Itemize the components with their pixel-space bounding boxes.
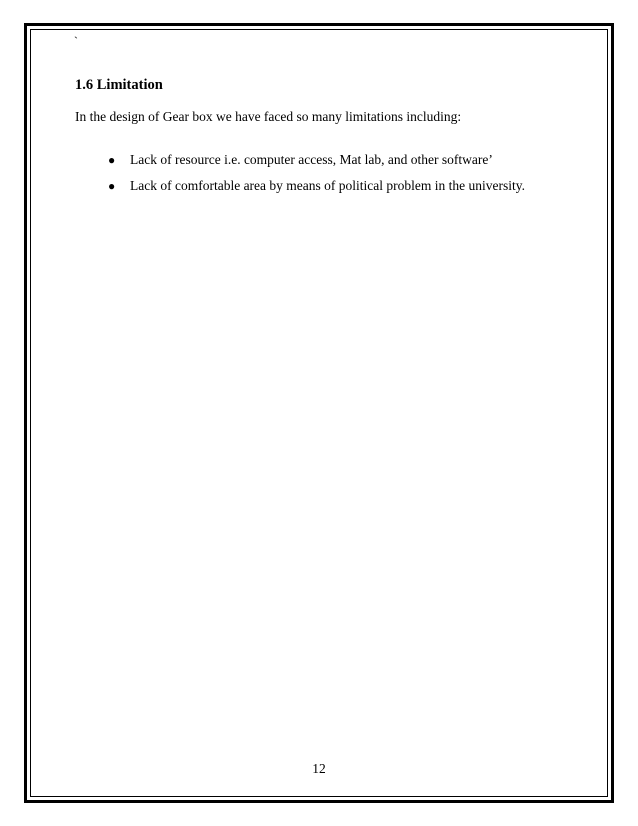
section-heading: 1.6 Limitation <box>75 77 163 93</box>
page-number: 12 <box>312 761 326 776</box>
list-item-text: Lack of comfortable area by means of political problem in the university. <box>130 178 525 193</box>
intro-paragraph: In the design of Gear box we have faced so many limitations including: <box>75 109 462 124</box>
bullet-icon: ● <box>108 153 116 167</box>
list-item-text: Lack of resource i.e. computer access, Mat lab, and other software’ <box>130 152 493 167</box>
bullet-icon: ● <box>108 179 116 193</box>
page-border-inner <box>30 29 608 797</box>
list-item <box>108 151 493 169</box>
stray-mark: ` <box>74 34 78 48</box>
list-item <box>108 177 525 195</box>
